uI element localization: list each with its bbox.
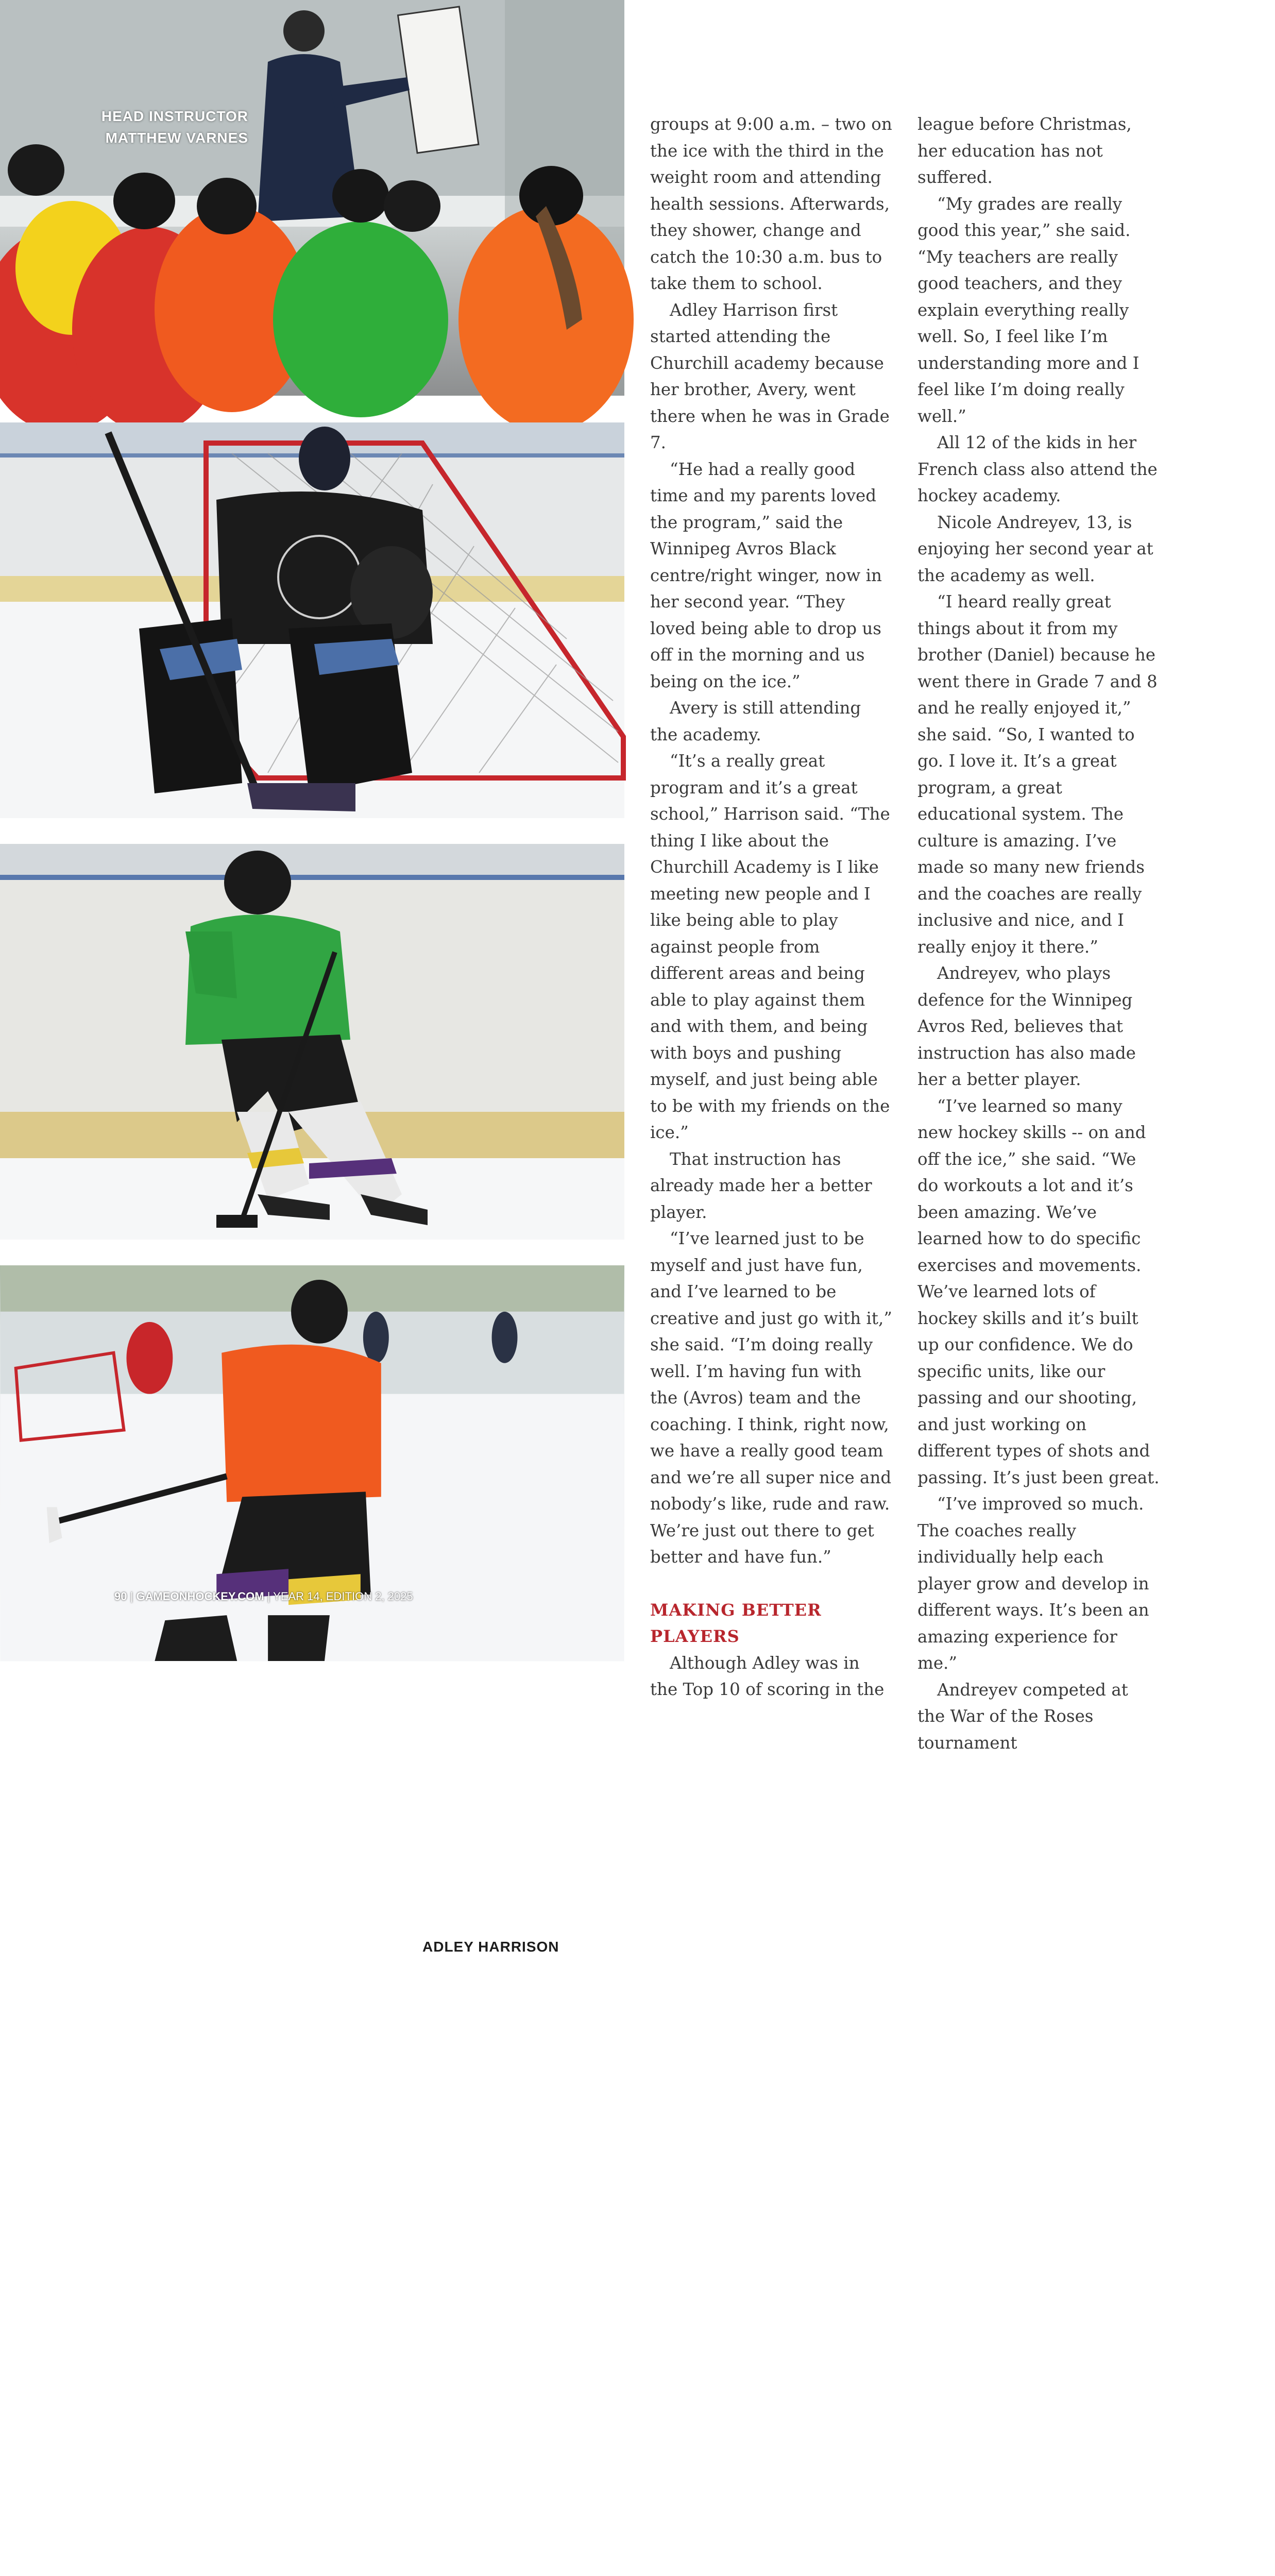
paragraph: Although Adley was in the Top 10 of scoring in the (650, 1653, 885, 1699)
paragraph: “I’ve learned just to be myself and just have fun, and I’ve learned to be creative and just go with it,” she said. “I’m doing really well. I’m having fun with the (Avros) team and the coaching. I think, right now, we have a really good team and we’re all super nice and nobody’s like, rude and raw. We’re just out there to get better and have fun.” (650, 1229, 892, 1567)
paragraph: “I’ve learned so many new hockey skills -- on and off the ice,” she said. “We do workouts a lot and it’s been amazing. We’ve learned how to do specific exercises and movements. We’ve learned lots of hockey skills and it’s built up our confidence. We do specific units, like our passing and our shooting, and just working on different types of shots and passing. It’s just been great. (917, 1096, 1160, 1487)
article-column-2 (917, 111, 1160, 1756)
page-number: 90 (114, 1590, 127, 1603)
paragraph: “I’ve improved so much. The coaches really individually help each player grow and develop in different ways. It’s been an amazing experience for me.” (917, 1494, 1149, 1673)
paragraph: “It’s a really great program and it’s a great school,” Harrison said. “The thing I like about the Churchill Academy is I like meeting new people and I like being able to play against people from different areas and being able to play against them and with them, and being with boys and pushing myself, and just being able to be with my friends on the ice.” (650, 751, 890, 1142)
photo-adley-harrison-illustration (0, 844, 624, 1240)
caption-adley-harrison: ADLEY HARRISON (422, 1939, 559, 1955)
paragraph: Adley Harrison first started attending the Churchill academy because her brother, Avery, went there when he was in Grade 7. (650, 300, 890, 452)
paragraph: Andreyev, who plays defence for the Winnipeg Avros Red, believes that instruction has also made her a better player. (917, 963, 1136, 1089)
page-footer (114, 1590, 413, 1603)
article-column-1 (650, 111, 892, 1703)
footer-separator: | (130, 1590, 133, 1603)
footer-separator: | (267, 1590, 270, 1603)
photo-head-instructor (0, 0, 624, 396)
paragraph: Andreyev competed at the War of the Roses tournament (917, 1680, 1128, 1753)
photo-goalie-illustration (0, 422, 624, 818)
paragraph: “He had a really good time and my parents loved the program,” said the Winnipeg Avros Black centre/right winger, now in her second year. “They loved being able to drop us off in the morning and us being on the ice.” (650, 459, 882, 691)
footer-edition: YEAR 14, EDITION 2, 2025 (273, 1590, 413, 1603)
paragraph: league before Christmas, her education has not suffered. (917, 114, 1132, 187)
caption-head-instructor (77, 106, 248, 149)
photo-goalie (0, 422, 624, 818)
paragraph: Avery is still attending the academy. (650, 698, 861, 744)
section-heading: MAKING BETTER PLAYERS (650, 1600, 822, 1646)
caption-head-instructor-line1: HEAD INSTRUCTOR (101, 108, 248, 124)
paragraph: “I heard really great things about it from my brother (Daniel) because he went there in Grade 7 and 8 and he really enjoyed it,” she said. “So, I wanted to go. I love it. It’s a great program, a great educational system. The culture is amazing. I’ve made so many new friends and the coaches are really inclusive and nice, and I really enjoy it there.” (917, 592, 1158, 957)
paragraph: That instruction has already made her a better player. (650, 1149, 872, 1222)
paragraph: “My grades are really good this year,” she said. “My teachers are really good teachers, and they explain everything really well. So, I feel like I’m understanding more and I feel like I’m doing really well.” (917, 194, 1140, 426)
photo-head-instructor-illustration (0, 0, 624, 396)
footer-site: GAMEONHOCKEY.COM (136, 1590, 264, 1603)
paragraph: groups at 9:00 a.m. – two on the ice with the third in the weight room and attending health sessions. Afterwards, they shower, change and catch the 10:30 a.m. bus to take them to school. (650, 114, 892, 293)
caption-head-instructor-line2: MATTHEW VARNES (105, 130, 248, 146)
paragraph: Nicole Andreyev, 13, is enjoying her second year at the academy as well. (917, 512, 1153, 585)
paragraph: All 12 of the kids in her French class also attend the hockey academy. (917, 433, 1158, 505)
